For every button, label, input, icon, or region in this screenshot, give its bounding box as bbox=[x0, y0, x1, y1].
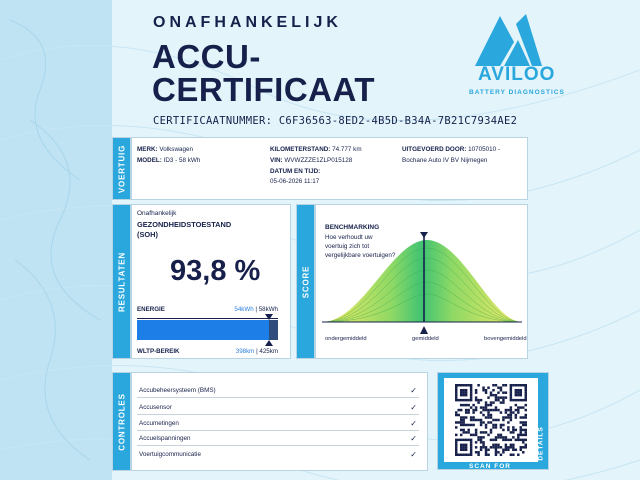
benchmark-question-1: Hoe verhoudt uw bbox=[325, 234, 373, 241]
logo-wordmark: AVILOO bbox=[478, 64, 556, 85]
logo-subtitle: BATTERY DIAGNOSTICS bbox=[469, 89, 565, 96]
check-icon: ✓ bbox=[410, 386, 417, 395]
control-item-label: Accusensor bbox=[139, 404, 172, 411]
brand-field bbox=[137, 146, 193, 153]
control-item bbox=[137, 417, 419, 431]
certificate-number-label: CERTIFICAATNUMMER: bbox=[153, 115, 273, 127]
axis-high-label: bovengemiddeld bbox=[484, 336, 527, 342]
brand-value: Volkswagen bbox=[159, 146, 193, 153]
check-icon: ✓ bbox=[410, 419, 417, 428]
date-label: DATUM EN TIJD: bbox=[270, 168, 321, 175]
range-values bbox=[200, 348, 278, 355]
range-label: WLTP-BEREIK bbox=[137, 348, 180, 355]
certificate-number bbox=[153, 115, 517, 127]
qr-code-icon[interactable] bbox=[455, 384, 527, 456]
title-line-1: ACCU- bbox=[152, 38, 261, 75]
energy-label: ENERGIE bbox=[137, 306, 165, 313]
energy-values bbox=[200, 306, 278, 313]
brand-label: MERK: bbox=[137, 146, 158, 153]
model-label: MODEL: bbox=[137, 157, 162, 164]
model-value: ID3 - 58 kWh bbox=[163, 157, 201, 164]
executed-label: UITGEVOERD DOOR: bbox=[402, 146, 467, 153]
soh-marker-bottom-icon bbox=[265, 340, 273, 346]
controls-tab-label: CONTROLES bbox=[117, 392, 126, 451]
certificate-title bbox=[152, 40, 375, 106]
mileage-label: KILOMETERSTAND: bbox=[270, 146, 331, 153]
model-field bbox=[137, 157, 200, 164]
benchmark-curve bbox=[322, 230, 522, 340]
control-item-label: Accubeheersysteem (BMS) bbox=[139, 387, 216, 394]
scan-label: SCAN FOR bbox=[469, 463, 511, 470]
control-item bbox=[137, 432, 419, 446]
results-tab-label: RESULTATEN bbox=[117, 251, 126, 312]
score-tab bbox=[296, 204, 315, 359]
axis-low-label: ondergemiddeld bbox=[325, 336, 367, 342]
vin-value: WVWZZZE1ZLP015128 bbox=[284, 157, 353, 164]
soh-label-line-1: GEZONDHEIDSTOESTAND bbox=[137, 220, 232, 229]
results-tab bbox=[112, 204, 131, 359]
soh-value: 93,8 % bbox=[170, 255, 261, 287]
executed-field bbox=[402, 146, 500, 153]
executed-value-2: Bochane Auto IV BV Nijmegen bbox=[402, 157, 488, 164]
scan-side-label: DETAILS bbox=[537, 426, 545, 461]
date-value: 05-06-2026 11:17 bbox=[270, 178, 320, 185]
check-icon: ✓ bbox=[410, 434, 417, 443]
control-item-label: Accumetingen bbox=[139, 420, 179, 427]
energy-total: 58kWh bbox=[258, 306, 278, 313]
axis-mid-label: gemiddeld bbox=[412, 336, 439, 342]
benchmark-question-2: voertuig zich tot bbox=[325, 243, 370, 250]
vehicle-tab bbox=[112, 137, 131, 200]
soh-label-line-2: (SOH) bbox=[137, 230, 158, 239]
control-item-label: Accuelspanningen bbox=[139, 435, 191, 442]
soh-label bbox=[137, 220, 231, 240]
vin-field bbox=[270, 157, 352, 164]
soh-kicker: Onafhankelijk bbox=[137, 210, 177, 217]
control-item bbox=[137, 384, 419, 398]
energy-separator: | bbox=[255, 306, 257, 313]
check-icon: ✓ bbox=[410, 450, 417, 459]
range-separator: | bbox=[256, 348, 258, 355]
soh-bar-fill bbox=[137, 320, 269, 340]
header-kicker: ONAFHANKELIJK bbox=[153, 14, 342, 31]
vin-label: VIN: bbox=[270, 157, 283, 164]
control-item bbox=[137, 448, 419, 462]
vehicle-tab-label: VOERTUIG bbox=[117, 144, 126, 193]
mileage-value: 74.777 km bbox=[332, 146, 362, 153]
benchmark-question-3: vergelijkbare voertuigen? bbox=[325, 252, 396, 259]
range-total: 425km bbox=[259, 348, 278, 355]
controls-tab bbox=[112, 372, 131, 471]
score-tab-label: SCORE bbox=[301, 265, 310, 298]
certificate-number-value: C6F36563-8ED2-4B5D-B34A-7B21C7934AE2 bbox=[278, 115, 518, 127]
mileage-field bbox=[270, 146, 362, 153]
range-current: 398km bbox=[235, 348, 255, 355]
executed-value-1: 10705010 - bbox=[468, 146, 500, 153]
check-icon: ✓ bbox=[410, 403, 417, 412]
soh-marker-top-icon bbox=[265, 314, 273, 320]
energy-current: 54kWh bbox=[234, 306, 254, 313]
title-line-2: CERTIFICAAT bbox=[152, 71, 376, 108]
soh-bar-line bbox=[137, 318, 278, 319]
control-item bbox=[137, 401, 419, 415]
benchmark-title: BENCHMARKING bbox=[325, 224, 380, 231]
control-item-label: Voertuigcommunicatie bbox=[139, 451, 201, 458]
